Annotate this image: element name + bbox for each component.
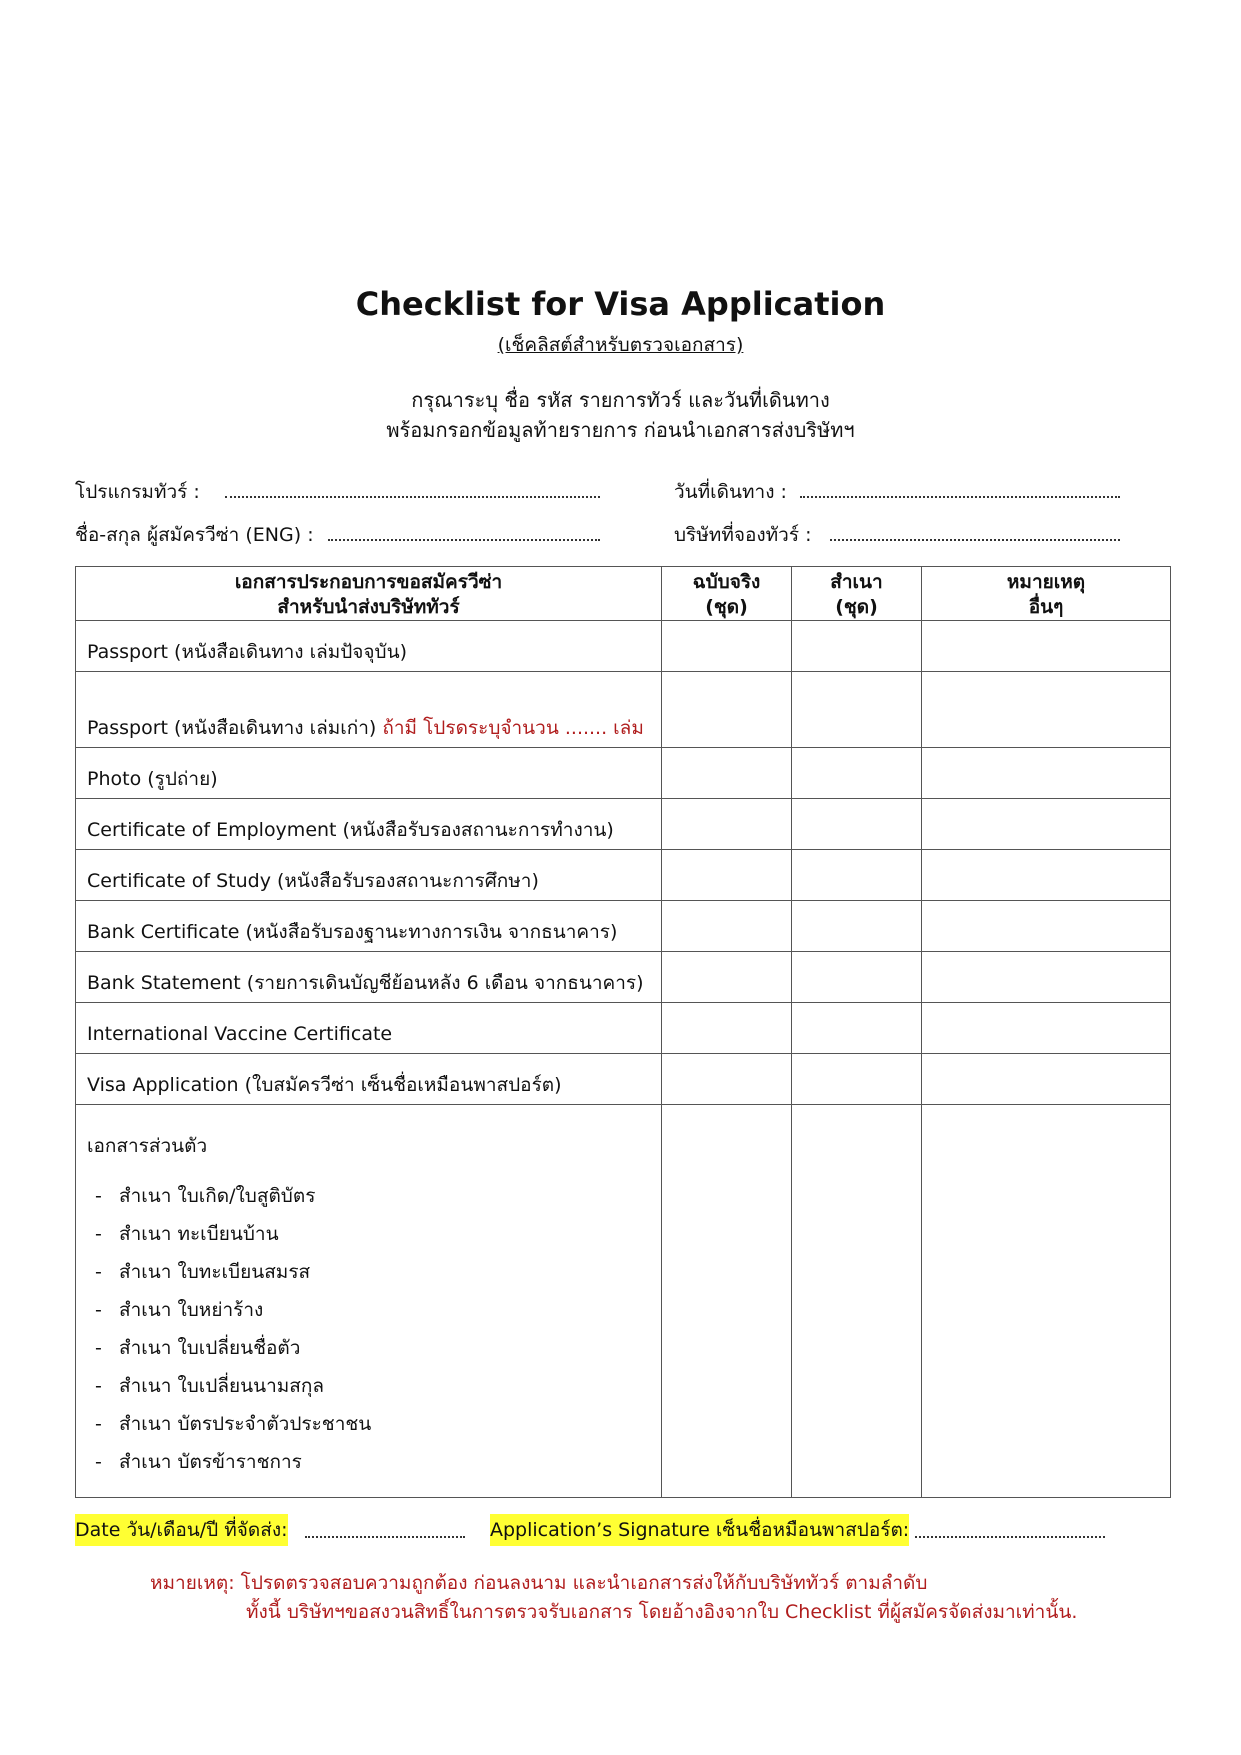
item-bank-statement: Bank Statement (รายการเดินบัญชีย้อนหลัง 6 เดือน จากธนาคาร): [76, 952, 662, 1003]
remarks-cell[interactable]: [922, 1003, 1171, 1054]
date-sent-field[interactable]: [305, 1536, 465, 1538]
list-item: - สำเนา ใบเปลี่ยนนามสกุล: [95, 1375, 325, 1397]
personal-documents-heading: เอกสารส่วนตัว: [87, 1135, 208, 1157]
original-count-cell[interactable]: [662, 799, 792, 850]
remarks-cell[interactable]: [922, 1054, 1171, 1105]
table-row: [76, 799, 1171, 850]
instruction-line-2: พร้อมกรอกข้อมูลท้ายรายการ ก่อนนำเอกสารส่งบริษัทฯ: [386, 418, 855, 442]
copy-count-cell[interactable]: [792, 901, 922, 952]
copy-count-cell[interactable]: [792, 799, 922, 850]
tour-program-field[interactable]: [225, 496, 600, 498]
applicant-name-label: ชื่อ-สกุล ผู้สมัครวีซ่า (ENG) :: [75, 524, 314, 546]
item-visa-application: Visa Application (ใบสมัครวีซ่า เซ็นชื่อเหมือนพาสปอร์ต): [76, 1054, 662, 1105]
original-count-cell[interactable]: [662, 1105, 792, 1498]
item-passport-current: Passport (หนังสือเดินทาง เล่มปัจจุบัน): [76, 621, 662, 672]
original-count-cell[interactable]: [662, 901, 792, 952]
original-count-cell[interactable]: [662, 1054, 792, 1105]
header-remarks: หมายเหตุ อื่นๆ: [922, 567, 1171, 621]
remarks-cell[interactable]: [922, 748, 1171, 799]
item-passport-old: Passport (หนังสือเดินทาง เล่มเก่า) ถ้ามี โปรดระบุจำนวน ....... เล่ม: [76, 672, 662, 748]
page-subtitle: (เช็คลิสต์สำหรับตรวจเอกสาร): [497, 334, 744, 356]
page-title: Checklist for Visa Application: [355, 285, 886, 323]
date-sent-label: Date วัน/เดือน/ปี ที่จัดส่ง:: [75, 1514, 288, 1546]
table-row: [76, 621, 1171, 672]
table-row: [76, 850, 1171, 901]
tour-company-field[interactable]: [830, 539, 1120, 541]
remarks-cell[interactable]: [922, 1105, 1171, 1498]
travel-date-field[interactable]: [800, 496, 1120, 498]
item-vaccine-certificate: International Vaccine Certificate: [76, 1003, 662, 1054]
header-original: ฉบับจริง (ชุด): [662, 567, 792, 621]
remarks-cell[interactable]: [922, 901, 1171, 952]
original-count-cell[interactable]: [662, 748, 792, 799]
copy-count-cell[interactable]: [792, 1003, 922, 1054]
table-row: [76, 901, 1171, 952]
original-count-cell[interactable]: [662, 1003, 792, 1054]
travel-date-label: วันที่เดินทาง :: [674, 481, 787, 503]
checklist-table: [75, 566, 1171, 1498]
table-row: [76, 1054, 1171, 1105]
table-row: [76, 952, 1171, 1003]
item-photo: Photo (รูปถ่าย): [76, 748, 662, 799]
list-item: - สำเนา ใบเกิด/ใบสูติบัตร: [95, 1185, 316, 1207]
instruction-line-1: กรุณาระบุ ชื่อ รหัส รายการทัวร์ และวันที่เดินทาง: [411, 388, 830, 412]
remarks-cell[interactable]: [922, 621, 1171, 672]
copy-count-cell[interactable]: [792, 1054, 922, 1105]
original-count-cell[interactable]: [662, 621, 792, 672]
table-row-personal-documents: [76, 1105, 1171, 1498]
copy-count-cell[interactable]: [792, 850, 922, 901]
item-certificate-study: Certificate of Study (หนังสือรับรองสถานะการศึกษา): [76, 850, 662, 901]
header-documents: เอกสารประกอบการขอสมัครวีซ่า สำหรับนำส่งบริษัททัวร์: [76, 567, 662, 621]
item-bank-certificate: Bank Certificate (หนังสือรับรองฐานะทางการเงิน จากธนาคาร): [76, 901, 662, 952]
list-item: - สำเนา ใบเปลี่ยนชื่อตัว: [95, 1337, 301, 1359]
remarks-cell[interactable]: [922, 850, 1171, 901]
original-count-cell[interactable]: [662, 850, 792, 901]
note-line-2: ทั้งนี้ บริษัทฯขอสงวนสิทธิ์ในการตรวจรับเอกสาร โดยอ้างอิงจากใบ Checklist ที่ผู้สมัครจัดส่งมาเท่านั้น.: [246, 1601, 1078, 1623]
note-line-1: หมายเหตุ: โปรดตรวจสอบความถูกต้อง ก่อนลงนาม และนำเอกสารส่งให้กับบริษัททัวร์ ตามลำดับ: [150, 1572, 928, 1594]
list-item: - สำเนา ใบทะเบียนสมรส: [95, 1261, 311, 1283]
remarks-cell[interactable]: [922, 799, 1171, 850]
copy-count-cell[interactable]: [792, 748, 922, 799]
original-count-cell[interactable]: [662, 672, 792, 748]
copy-count-cell[interactable]: [792, 1105, 922, 1498]
item-certificate-employment: Certificate of Employment (หนังสือรับรองสถานะการทำงาน): [76, 799, 662, 850]
remarks-cell[interactable]: [922, 952, 1171, 1003]
list-item: - สำเนา บัตรประจำตัวประชาชน: [95, 1413, 372, 1435]
signature-label: Application’s Signature เซ็นชื่อหมือนพาสปอร์ต:: [490, 1514, 909, 1546]
copy-count-cell[interactable]: [792, 621, 922, 672]
table-row: [76, 672, 1171, 748]
remarks-cell[interactable]: [922, 672, 1171, 748]
item-personal-documents: [76, 1105, 662, 1498]
original-count-cell[interactable]: [662, 952, 792, 1003]
list-item: - สำเนา ใบหย่าร้าง: [95, 1299, 264, 1321]
tour-company-label: บริษัทที่จองทัวร์ :: [674, 524, 812, 546]
applicant-name-field[interactable]: [328, 539, 600, 541]
passport-old-note: ถ้ามี โปรดระบุจำนวน ....... เล่ม: [382, 717, 644, 739]
copy-count-cell[interactable]: [792, 672, 922, 748]
signature-field[interactable]: [915, 1536, 1105, 1538]
list-item: - สำเนา ทะเบียนบ้าน: [95, 1223, 279, 1245]
table-header-row: [76, 567, 1171, 621]
table-row: [76, 748, 1171, 799]
header-copy: สำเนา (ชุด): [792, 567, 922, 621]
list-item: - สำเนา บัตรข้าราชการ: [95, 1451, 302, 1473]
table-row: [76, 1003, 1171, 1054]
copy-count-cell[interactable]: [792, 952, 922, 1003]
tour-program-label: โปรแกรมทัวร์ :: [75, 481, 200, 503]
